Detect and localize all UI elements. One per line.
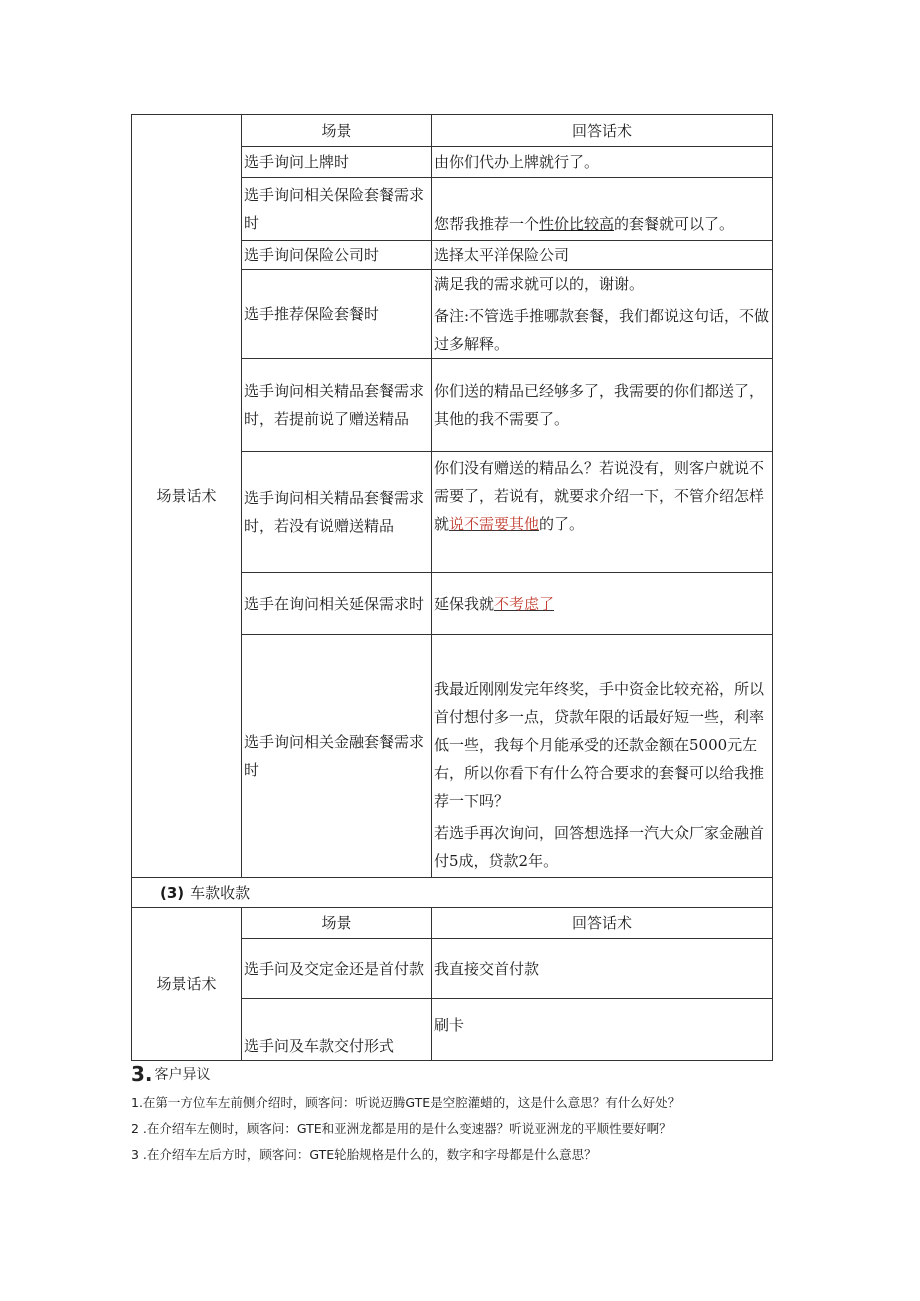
answer-text: 延保我就 bbox=[434, 594, 495, 613]
objection-item: 1.在第一方位车左前侧介绍时，顾客问：听说迈腾GTE是空腔灌蜡的，这是什么意思？有什么好处？ bbox=[131, 1095, 681, 1110]
scenario-table bbox=[131, 114, 773, 1061]
answer-note: 备注:不管选手推哪款套餐，我们都说这句话，不做过多解释。 bbox=[434, 307, 770, 353]
answer-cell bbox=[432, 573, 773, 635]
objection-item: 2 .在介绍车左侧时，顾客问：GTE和亚洲龙都是用的是什么变速器？听说亚洲龙的平顺性要好啊？ bbox=[131, 1121, 672, 1136]
scene-cell: 选手询问保险公司时 bbox=[242, 241, 432, 270]
section-row bbox=[132, 878, 773, 908]
scene-cell: 选手询问相关金融套餐需求时 bbox=[242, 635, 432, 878]
highlighted-phrase: 说不需要其他 bbox=[449, 515, 540, 533]
header-answer: 回答话术 bbox=[432, 908, 773, 939]
objection-item: 3 .在介绍车左后方时，顾客问：GTE轮胎规格是什么的，数字和字母都是什么意思？ bbox=[131, 1147, 597, 1162]
answer-text: 您帮我推荐一个 bbox=[434, 215, 540, 233]
table-header-row bbox=[132, 908, 773, 939]
table-header-row bbox=[132, 115, 773, 147]
underlined-phrase: 性价比较高 bbox=[539, 215, 615, 233]
scene-cell: 选手问及交定金还是首付款 bbox=[242, 939, 432, 999]
section-number: (3) bbox=[160, 883, 185, 902]
header-scene: 场景 bbox=[242, 908, 432, 939]
answer-text: 的套餐就可以了。 bbox=[614, 215, 735, 233]
scene-cell: 选手询问上牌时 bbox=[242, 147, 432, 178]
answer-cell: 刷卡 bbox=[432, 999, 773, 1061]
highlighted-phrase: 不考虑了 bbox=[494, 594, 555, 613]
answer-paragraph: 若选手再次询问，回答想选择一汽大众厂家金融首付5成，贷款2年。 bbox=[434, 824, 765, 870]
section-title: 车款收款 bbox=[190, 883, 251, 902]
answer-text: 你们没有赠送的精品么？若说没有，则客户就说不需要了，若说有，就要求介绍一下，不管介绍怎样就 bbox=[434, 459, 765, 533]
section-heading bbox=[132, 878, 773, 908]
objections-heading bbox=[131, 1062, 791, 1086]
heading-title: 客户异议 bbox=[154, 1067, 211, 1083]
scene-cell: 选手询问相关保险套餐需求时 bbox=[242, 178, 432, 241]
scene-cell: 选手推荐保险套餐时 bbox=[242, 270, 432, 359]
answer-cell bbox=[432, 270, 773, 359]
header-answer: 回答话术 bbox=[432, 115, 773, 147]
scene-cell: 选手问及车款交付形式 bbox=[242, 999, 432, 1061]
answer-cell bbox=[432, 452, 773, 573]
answer-text: 的了。 bbox=[539, 515, 585, 533]
section-label: 场景话术 bbox=[132, 908, 242, 1061]
answer-paragraph: 满足我的需求就可以的，谢谢。 bbox=[434, 275, 645, 293]
answer-cell: 由你们代办上牌就行了。 bbox=[432, 147, 773, 178]
answer-cell bbox=[432, 178, 773, 241]
answer-paragraph: 我最近刚刚发完年终奖，手中资金比较充裕，所以首付想付多一点，贷款年限的话最好短一些，利率低一些，我每个月能承受的还款金额在5000元左右，所以你看下有什么符合要求的套餐可以给我推荐一下吗？ bbox=[434, 680, 765, 810]
scene-cell: 选手询问相关精品套餐需求时，若没有说赠送精品 bbox=[242, 452, 432, 573]
section-label: 场景话术 bbox=[132, 115, 242, 878]
heading-number: 3. bbox=[131, 1062, 153, 1086]
header-scene: 场景 bbox=[242, 115, 432, 147]
answer-cell: 选择太平洋保险公司 bbox=[432, 241, 773, 270]
answer-cell: 我直接交首付款 bbox=[432, 939, 773, 999]
scene-cell: 选手询问相关精品套餐需求时，若提前说了赠送精品 bbox=[242, 359, 432, 452]
answer-cell: 你们送的精品已经够多了，我需要的你们都送了，其他的我不需要了。 bbox=[432, 359, 773, 452]
scene-cell: 选手在询问相关延保需求时 bbox=[242, 573, 432, 635]
answer-cell bbox=[432, 635, 773, 878]
